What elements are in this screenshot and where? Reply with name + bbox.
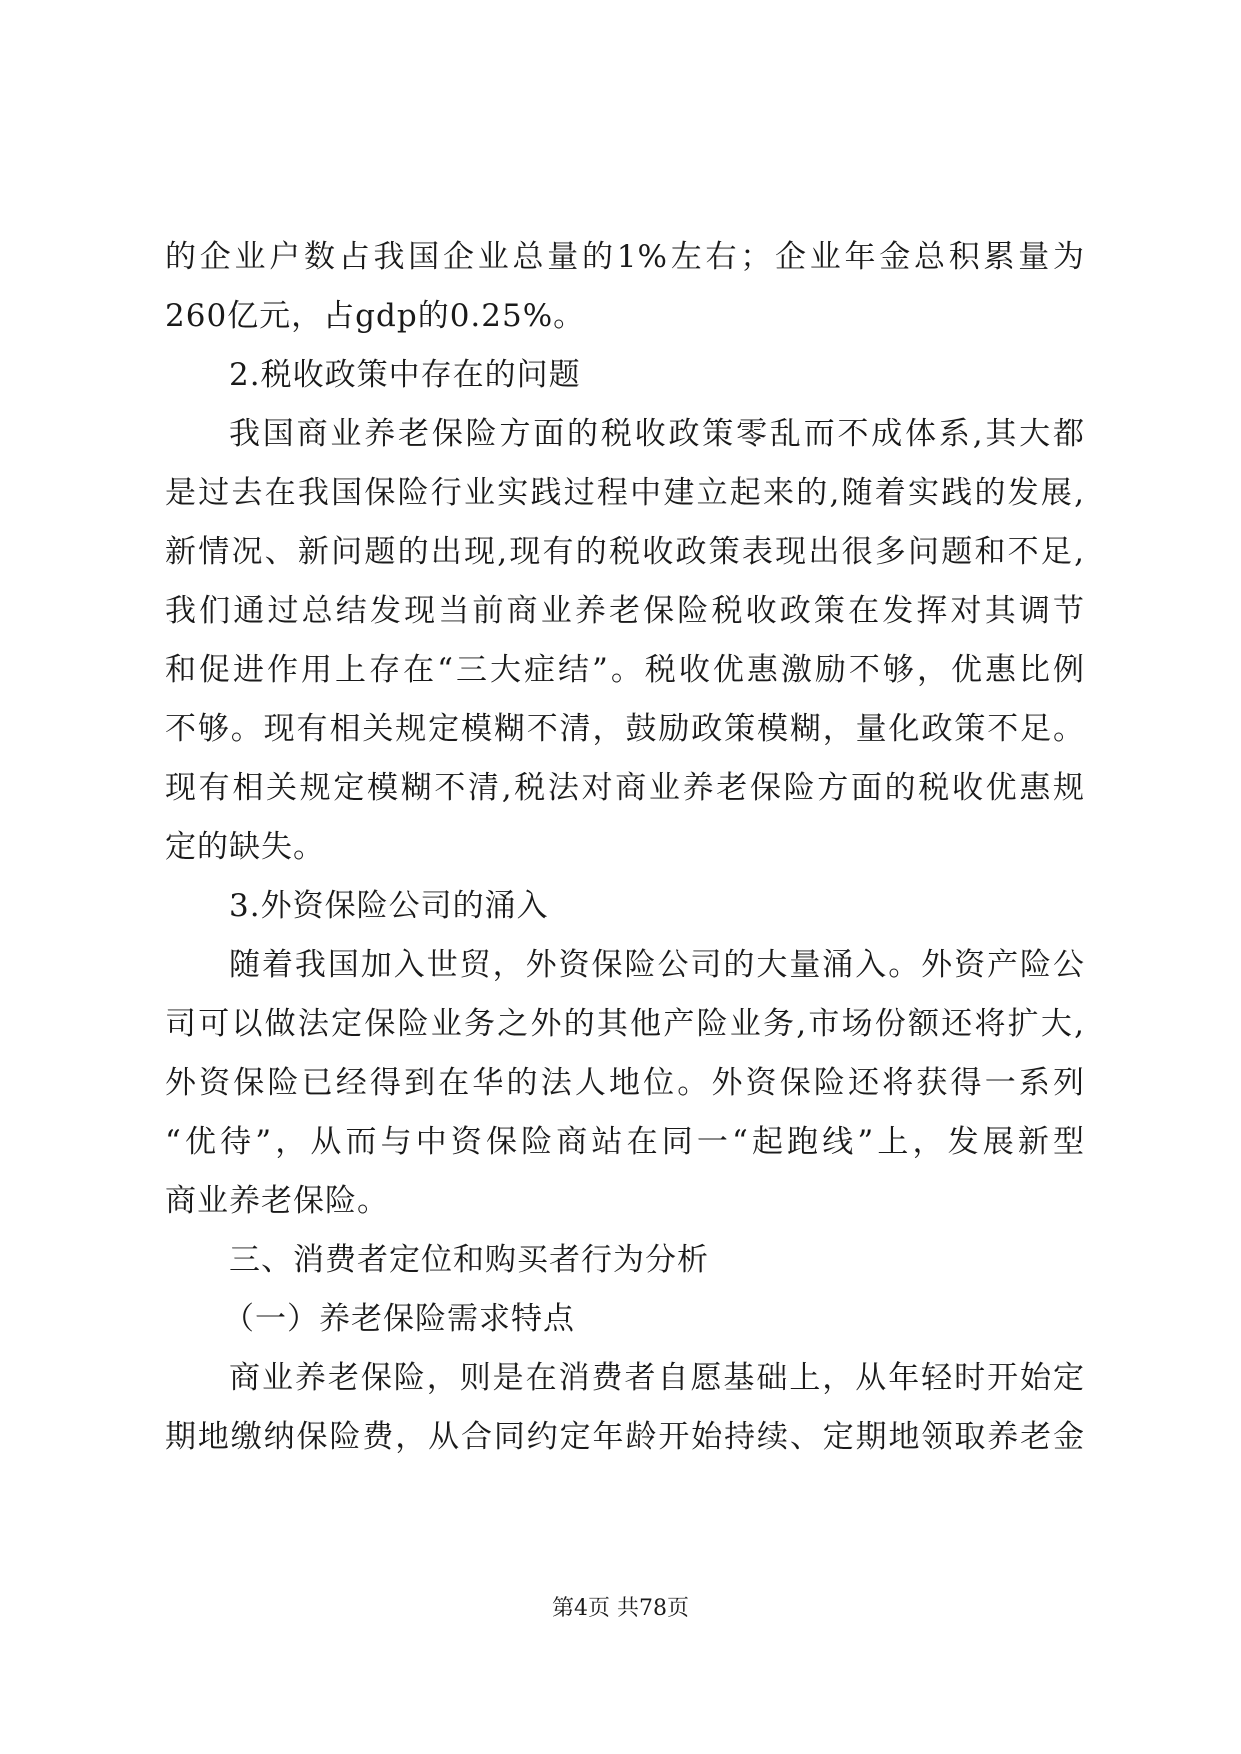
text-line: 我国商业养老保险方面的税收政策零乱而不成体系,其大都 bbox=[229, 416, 1085, 452]
text-line: 的企业户数占我国企业总量的1%左右；企业年金总积累量为 bbox=[165, 239, 1085, 275]
text-line: 定的缺失。 bbox=[165, 829, 325, 865]
text-line: 新情况、新问题的出现,现有的税收政策表现出很多问题和不足, bbox=[165, 534, 1085, 570]
document-body bbox=[165, 228, 1085, 1467]
text-line: 期地缴纳保险费，从合同约定年龄开始持续、定期地领取养老金 bbox=[165, 1419, 1085, 1455]
page-footer: 第4页 共78页 bbox=[552, 1596, 689, 1621]
text-line: 是过去在我国保险行业实践过程中建立起来的,随着实践的发展, bbox=[165, 475, 1085, 511]
text-line: 不够。现有相关规定模糊不清，鼓励政策模糊，量化政策不足。 bbox=[165, 711, 1085, 747]
text-line: 商业养老保险，则是在消费者自愿基础上，从年轻时开始定 bbox=[229, 1360, 1085, 1396]
text-line: 3.外资保险公司的涌入 bbox=[229, 888, 549, 924]
text-line: 三、消费者定位和购买者行为分析 bbox=[229, 1242, 709, 1278]
text-line: 我们通过总结发现当前商业养老保险税收政策在发挥对其调节 bbox=[165, 593, 1085, 629]
text-line: 商业养老保险。 bbox=[165, 1183, 389, 1219]
text-line: 和促进作用上存在“三大症结”。税收优惠激励不够，优惠比例 bbox=[165, 652, 1085, 688]
text-line: “优待”，从而与中资保险商站在同一“起跑线”上，发展新型 bbox=[165, 1124, 1085, 1160]
text-line: （一）养老保险需求特点 bbox=[223, 1301, 575, 1337]
text-line: 司可以做法定保险业务之外的其他产险业务,市场份额还将扩大, bbox=[165, 1006, 1085, 1042]
text-line: 现有相关规定模糊不清,税法对商业养老保险方面的税收优惠规 bbox=[165, 770, 1085, 806]
text-line: 随着我国加入世贸，外资保险公司的大量涌入。外资产险公 bbox=[229, 947, 1085, 983]
text-line: 260亿元，占gdp的0.25%。 bbox=[165, 298, 586, 334]
text-line: 2.税收政策中存在的问题 bbox=[229, 357, 581, 393]
text-line: 外资保险已经得到在华的法人地位。外资保险还将获得一系列 bbox=[165, 1065, 1085, 1101]
